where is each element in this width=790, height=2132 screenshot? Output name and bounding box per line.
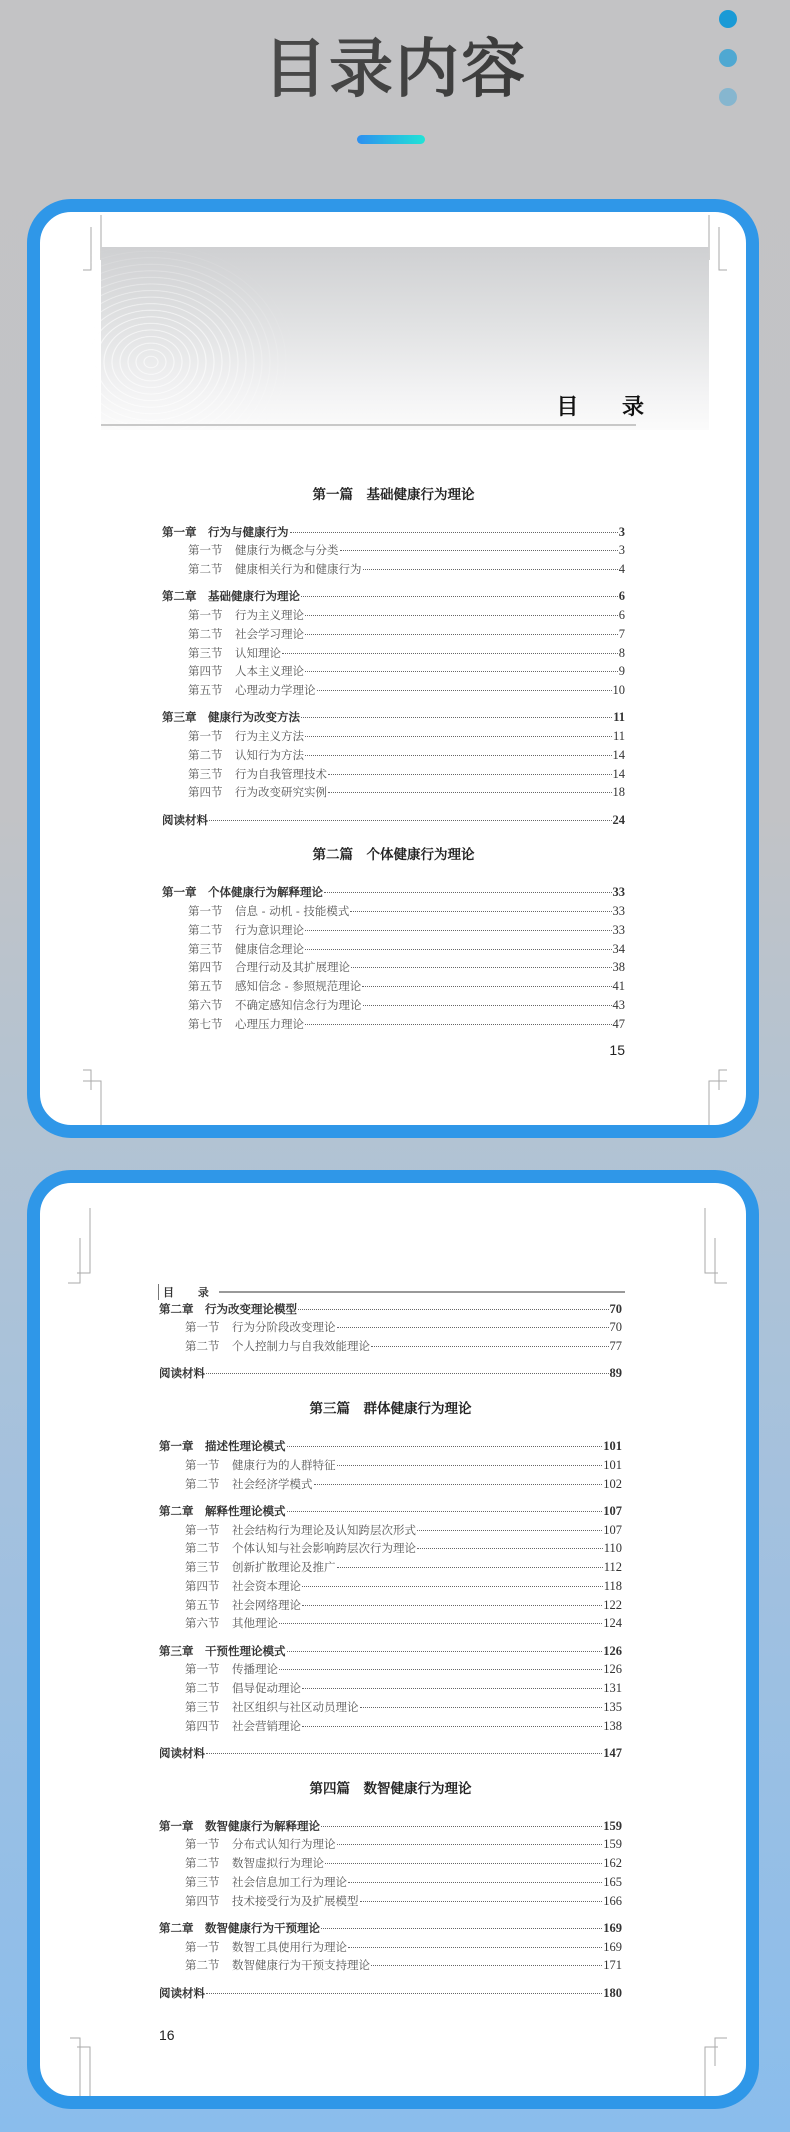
toc-entry-sec[interactable] [162, 560, 625, 579]
toc-entry-sec[interactable] [162, 902, 625, 921]
entry-title: 行为改变研究实例 [235, 785, 327, 800]
chapter-group [159, 1919, 622, 1975]
entry-page: 162 [603, 1856, 622, 1870]
entry-page: 101 [603, 1439, 622, 1453]
entry-number: 第一节 [188, 608, 223, 622]
reading-group [159, 1364, 622, 1383]
entry-number: 第七节 [188, 1016, 223, 1031]
entry-title: 技术接受行为及扩展模型 [232, 1893, 359, 1908]
title-underline [357, 135, 425, 144]
ripple-decoration [91, 247, 291, 430]
toc-entry-sec[interactable] [162, 958, 625, 977]
dot-leader [298, 1309, 609, 1310]
dot-leader [337, 1844, 603, 1845]
dot-leader [360, 1707, 603, 1708]
dot-leader [362, 986, 611, 987]
dot-leader [305, 671, 618, 672]
dot-leader [324, 892, 612, 893]
entry-title: 社会经济学模式 [232, 1476, 313, 1491]
toc-list [162, 486, 625, 1034]
entry-page: 47 [612, 1016, 625, 1031]
toc-entry-sec[interactable] [159, 1614, 622, 1633]
entry-page: 11 [613, 710, 625, 725]
entry-title: 社会结构行为理论及认知跨层次形式 [232, 1522, 416, 1537]
toc-entry-sec[interactable] [159, 1337, 622, 1356]
toc-entry-chap[interactable] [159, 1642, 622, 1661]
toc-entry-chap[interactable] [159, 1437, 622, 1456]
entry-title: 数智健康行为解释理论 [205, 1818, 320, 1833]
entry-title: 认知行为方法 [235, 747, 304, 762]
toc-part [159, 1400, 622, 1763]
dot-leader [305, 634, 618, 635]
toc-entry-sec[interactable] [159, 1938, 622, 1957]
toc-entry-sec[interactable] [162, 662, 625, 681]
entry-title: 心理压力理论 [235, 1016, 304, 1031]
dot-leader [371, 1346, 609, 1347]
toc-entry-sec[interactable] [162, 606, 625, 625]
chapter-group [159, 1300, 622, 1356]
dot-leader [206, 1993, 602, 1994]
dot-leader [337, 1327, 609, 1328]
entry-title: 倡导促动理论 [232, 1681, 301, 1695]
entry-page: 24 [612, 812, 625, 827]
entry-number: 第五节 [188, 683, 223, 697]
page-number: 16 [159, 2027, 175, 2043]
toc-entry-sec[interactable] [159, 1596, 622, 1615]
entry-page: 43 [612, 997, 625, 1012]
entry-title: 健康信念理论 [235, 941, 304, 956]
entry-page: 169 [603, 1939, 622, 1954]
toc-entry-sec[interactable] [162, 765, 625, 784]
entry-title: 阅读材料 [159, 1985, 205, 2000]
entry-page: 4 [618, 562, 625, 576]
entry-page: 110 [603, 1541, 622, 1556]
dot-leader [314, 1484, 603, 1485]
entry-title: 传播理论 [232, 1662, 278, 1677]
entry-page: 38 [612, 960, 625, 975]
entry-number: 第四节 [188, 960, 223, 975]
entry-title: 社区组织与社区动员理论 [232, 1699, 359, 1714]
dot-leader [348, 1947, 602, 1948]
toc-entry-sec[interactable] [159, 1956, 622, 1975]
toc-entry-chap[interactable] [159, 1502, 622, 1521]
entry-number: 第二节 [185, 1681, 220, 1695]
entry-number: 第一节 [188, 904, 223, 918]
band-title: 目 录 [556, 395, 662, 420]
entry-title: 合理行动及其扩展理论 [235, 960, 350, 975]
dot-leader [363, 569, 618, 570]
entry-number: 第五节 [185, 1597, 220, 1612]
entry-title: 阅读材料 [159, 1366, 205, 1381]
entry-page: 14 [612, 766, 625, 781]
entry-page: 159 [603, 1818, 622, 1833]
entry-page: 159 [603, 1837, 622, 1852]
dot-leader [287, 1511, 603, 1512]
dot-leader [363, 1005, 612, 1006]
dot-leader [417, 1548, 603, 1549]
entry-number: 第一节 [185, 1320, 220, 1335]
entry-title: 健康行为概念与分类 [235, 543, 339, 558]
dot-indicator-1 [719, 10, 737, 28]
entry-number: 第一节 [188, 729, 223, 743]
dot-leader [279, 1669, 602, 1670]
entry-title: 数智健康行为干预支持理论 [232, 1958, 370, 1973]
toc-entry-read[interactable] [159, 1744, 622, 1763]
toc-list [159, 1300, 622, 2003]
dot-leader [206, 1753, 602, 1754]
dot-leader [328, 774, 612, 775]
entry-page: 165 [603, 1874, 622, 1889]
toc-entry-sec[interactable] [159, 1835, 622, 1854]
entry-number: 第三节 [188, 766, 223, 781]
entry-title: 干预性理论模式 [205, 1643, 286, 1658]
toc-entry-sec[interactable] [159, 1577, 622, 1596]
entry-page: 166 [603, 1893, 622, 1908]
dot-leader [360, 1901, 603, 1902]
running-head-rule [219, 1291, 625, 1293]
toc-entry-sec[interactable] [162, 746, 625, 765]
part-heading: 第四篇 数智健康行为理论 [309, 1780, 472, 1797]
entry-title: 解释性理论模式 [205, 1503, 286, 1518]
entry-page: 10 [612, 683, 625, 697]
toc-entry-chap[interactable] [162, 587, 625, 606]
toc-entry-sec[interactable] [159, 1679, 622, 1698]
entry-page: 118 [603, 1578, 622, 1593]
entry-page: 18 [612, 785, 625, 800]
entry-title: 阅读材料 [159, 1745, 205, 1760]
dot-leader [340, 550, 618, 551]
chapter-group [159, 1437, 622, 1493]
toc-part [162, 846, 625, 1033]
page-number: 15 [609, 1042, 625, 1058]
toc-entry-sec[interactable] [159, 1521, 622, 1540]
toc-entry-sec[interactable] [162, 783, 625, 802]
entry-title: 社会营销理论 [232, 1718, 301, 1733]
chapter-group [162, 883, 625, 1033]
dot-leader [337, 1567, 603, 1568]
toc-entry-chap[interactable] [162, 883, 625, 902]
dot-leader [305, 1024, 612, 1025]
entry-number: 第二节 [188, 562, 223, 576]
entry-title: 认知理论 [235, 645, 281, 660]
toc-part [159, 1780, 622, 2003]
entry-page: 112 [603, 1560, 622, 1574]
entry-number: 第一节 [185, 1522, 220, 1537]
entry-number: 第六节 [188, 997, 223, 1012]
entry-title: 行为分阶段改变理论 [232, 1320, 336, 1335]
entry-title: 基础健康行为理论 [208, 589, 300, 604]
dot-leader [350, 911, 611, 912]
entry-title: 健康相关行为和健康行为 [235, 562, 362, 576]
toc-entry-read[interactable] [162, 811, 625, 830]
entry-page: 33 [612, 885, 625, 900]
toc-entry-sec[interactable] [159, 1873, 622, 1892]
chapter-group [159, 1817, 622, 1911]
toc-entry-sec[interactable] [162, 977, 625, 996]
entry-page: 77 [609, 1339, 622, 1353]
dot-leader [321, 1928, 602, 1929]
toc-entry-chap[interactable] [162, 708, 625, 727]
reading-group [162, 811, 625, 830]
toc-entry-sec[interactable] [159, 1456, 622, 1475]
toc-entry-sec[interactable] [162, 940, 625, 959]
entry-page: 6 [618, 589, 625, 604]
dot-leader [287, 1446, 603, 1447]
dot-leader [305, 736, 612, 737]
entry-page: 11 [612, 729, 625, 743]
entry-title: 阅读材料 [162, 812, 208, 827]
entry-number: 第六节 [185, 1616, 220, 1631]
toc-entry-sec[interactable] [162, 1015, 625, 1034]
entry-title: 行为改变理论模型 [205, 1301, 297, 1316]
toc-entry-sec[interactable] [159, 1539, 622, 1558]
entry-number: 第四节 [188, 785, 223, 800]
entry-title: 其他理论 [232, 1616, 278, 1631]
toc-page-card-2 [27, 1170, 759, 2109]
entry-number: 第二节 [185, 1856, 220, 1870]
dot-leader [305, 930, 612, 931]
entry-page: 126 [603, 1662, 622, 1677]
entry-page: 70 [609, 1320, 622, 1335]
entry-page: 138 [603, 1718, 622, 1733]
toc-entry-chap[interactable] [159, 1817, 622, 1836]
entry-page: 147 [603, 1745, 622, 1760]
entry-title: 个体健康行为解释理论 [208, 885, 323, 900]
entry-page: 171 [603, 1958, 622, 1973]
entry-page: 135 [603, 1699, 622, 1714]
entry-title: 个体认知与社会影响跨层次行为理论 [232, 1541, 416, 1556]
band-rule [101, 424, 636, 426]
entry-number: 第一节 [185, 1939, 220, 1954]
entry-title: 社会资本理论 [232, 1578, 301, 1593]
entry-page: 107 [603, 1522, 622, 1537]
dot-leader [305, 615, 618, 616]
entry-title: 行为主义理论 [235, 608, 304, 622]
running-head-title: 目 录 [163, 1286, 219, 1299]
entry-number: 第一节 [185, 1457, 220, 1472]
toc-entry-sec[interactable] [159, 1558, 622, 1577]
entry-title: 数智工具使用行为理论 [232, 1939, 347, 1954]
entry-title: 心理动力学理论 [235, 683, 316, 697]
entry-page: 169 [603, 1920, 622, 1935]
dot-leader [290, 532, 618, 533]
toc-part [159, 1300, 622, 1384]
toc-entry-sec[interactable] [159, 1717, 622, 1736]
entry-title: 个人控制力与自我效能理论 [232, 1339, 370, 1353]
entry-title: 分布式认知行为理论 [232, 1837, 336, 1852]
entry-title: 社会信息加工行为理论 [232, 1874, 347, 1889]
toc-entry-sec[interactable] [159, 1892, 622, 1911]
entry-number: 第二章 [162, 589, 197, 604]
entry-number: 第三节 [185, 1874, 220, 1889]
entry-number: 第二节 [185, 1958, 220, 1973]
toc-entry-sec[interactable] [162, 996, 625, 1015]
dot-leader [279, 1623, 602, 1624]
entry-number: 第二节 [185, 1476, 220, 1491]
entry-number: 第一章 [159, 1439, 194, 1453]
chapter-group [162, 587, 625, 700]
entry-number: 第一章 [162, 885, 197, 900]
entry-title: 行为自我管理技术 [235, 766, 327, 781]
entry-number: 第五节 [188, 979, 223, 993]
dot-leader [282, 653, 618, 654]
entry-number: 第二节 [188, 922, 223, 937]
entry-number: 第三节 [188, 645, 223, 660]
entry-number: 第二节 [188, 747, 223, 762]
entry-page: 122 [603, 1597, 622, 1612]
entry-page: 126 [603, 1643, 622, 1658]
entry-title: 行为主义方法 [235, 729, 304, 743]
toc-entry-sec[interactable] [162, 681, 625, 700]
toc-entry-sec[interactable] [159, 1854, 622, 1873]
dot-leader [301, 717, 612, 718]
entry-page: 34 [612, 941, 625, 956]
dot-leader [302, 1726, 602, 1727]
toc-part [162, 486, 625, 830]
entry-page: 14 [612, 747, 625, 762]
toc-entry-read[interactable] [159, 1364, 622, 1383]
entry-number: 第二章 [159, 1920, 194, 1935]
entry-page: 33 [612, 904, 625, 918]
running-head [158, 1283, 625, 1301]
entry-title: 数智虚拟行为理论 [232, 1856, 324, 1870]
entry-page: 101 [603, 1457, 622, 1472]
toc-entry-sec[interactable] [162, 727, 625, 746]
entry-number: 第一节 [185, 1662, 220, 1677]
entry-number: 第一章 [159, 1818, 194, 1833]
entry-page: 70 [609, 1301, 622, 1316]
dot-leader [417, 1530, 602, 1531]
entry-title: 数智健康行为干预理论 [205, 1920, 320, 1935]
chapter-group [162, 523, 625, 579]
part-heading: 第一篇 基础健康行为理论 [312, 486, 475, 503]
entry-title: 信息 - 动机 - 技能模式 [235, 904, 350, 918]
chapter-group [162, 708, 625, 802]
entry-page: 6 [618, 608, 625, 622]
reading-group [159, 1744, 622, 1763]
entry-page: 107 [603, 1503, 622, 1518]
toc-entry-sec[interactable] [159, 1318, 622, 1337]
entry-page: 131 [603, 1681, 622, 1695]
entry-number: 第三章 [159, 1643, 194, 1658]
toc-entry-sec[interactable] [162, 644, 625, 663]
entry-number: 第三节 [185, 1699, 220, 1714]
chapter-group [159, 1502, 622, 1633]
entry-number: 第三节 [185, 1560, 220, 1574]
dot-leader [305, 949, 612, 950]
entry-number: 第一节 [188, 543, 223, 558]
entry-page: 8 [618, 645, 625, 660]
part-heading: 第三篇 群体健康行为理论 [309, 1401, 472, 1417]
dot-leader [325, 1863, 602, 1864]
entry-number: 第四节 [188, 664, 223, 679]
toc-entry-sec[interactable] [159, 1475, 622, 1494]
dot-leader [371, 1965, 602, 1966]
dot-leader [287, 1651, 603, 1652]
dot-leader [348, 1882, 602, 1883]
toc-entry-read[interactable] [159, 1984, 622, 2003]
entry-title: 感知信念 - 参照规范理论 [235, 979, 362, 993]
entry-page: 41 [612, 979, 625, 993]
dot-leader [302, 1586, 603, 1587]
dot-leader [302, 1688, 602, 1689]
dot-leader [351, 967, 612, 968]
entry-title: 描述性理论模式 [205, 1439, 286, 1453]
dot-leader [302, 1605, 602, 1606]
toc-entry-chap[interactable] [162, 523, 625, 542]
entry-number: 第二节 [185, 1339, 220, 1353]
entry-number: 第二节 [185, 1541, 220, 1556]
running-head-bar [158, 1284, 159, 1300]
entry-title: 行为与健康行为 [208, 524, 289, 539]
entry-page: 89 [609, 1366, 622, 1381]
header-band [101, 247, 709, 430]
toc-entry-chap[interactable] [159, 1300, 622, 1319]
entry-number: 第三章 [162, 710, 197, 725]
entry-page: 3 [618, 543, 625, 558]
entry-number: 第三节 [188, 941, 223, 956]
dot-leader [209, 820, 612, 821]
entry-title: 创新扩散理论及推广 [232, 1560, 336, 1574]
entry-title: 社会学习理论 [235, 626, 304, 641]
dot-leader [317, 690, 612, 691]
entry-number: 第四节 [185, 1578, 220, 1593]
reading-group [159, 1984, 622, 2003]
entry-number: 第四节 [185, 1718, 220, 1733]
toc-entry-sec[interactable] [162, 921, 625, 940]
toc-entry-sec[interactable] [162, 625, 625, 644]
entry-title: 社会网络理论 [232, 1597, 301, 1612]
entry-title: 人本主义理论 [235, 664, 304, 679]
entry-number: 第二章 [159, 1301, 194, 1316]
entry-number: 第二节 [188, 626, 223, 641]
entry-number: 第四节 [185, 1893, 220, 1908]
entry-title: 健康行为的人群特征 [232, 1457, 336, 1472]
entry-page: 3 [618, 524, 625, 539]
entry-page: 7 [618, 626, 625, 641]
dot-leader [337, 1465, 603, 1466]
dot-leader [301, 596, 618, 597]
dot-indicator-3 [719, 88, 737, 106]
entry-page: 102 [603, 1476, 622, 1491]
entry-number: 第一节 [185, 1837, 220, 1852]
entry-title: 行为意识理论 [235, 922, 304, 937]
dot-leader [206, 1373, 609, 1374]
dot-indicator-2 [719, 49, 737, 67]
entry-page: 9 [618, 664, 625, 679]
entry-title: 不确定感知信念行为理论 [235, 997, 362, 1012]
toc-page-card-1 [27, 199, 759, 1138]
toc-entry-sec[interactable] [159, 1660, 622, 1679]
toc-entry-sec[interactable] [159, 1698, 622, 1717]
part-heading: 第二篇 个体健康行为理论 [312, 847, 475, 864]
entry-number: 第一章 [162, 524, 197, 539]
toc-entry-sec[interactable] [162, 541, 625, 560]
toc-entry-chap[interactable] [159, 1919, 622, 1938]
dot-leader [305, 755, 612, 756]
entry-number: 第二章 [159, 1503, 194, 1518]
entry-page: 33 [612, 922, 625, 937]
entry-page: 124 [603, 1616, 622, 1631]
dot-leader [328, 792, 612, 793]
dot-leader [321, 1826, 602, 1827]
entry-page: 180 [603, 1985, 622, 2000]
page-title: 目录内容 [0, 18, 790, 110]
chapter-group [159, 1642, 622, 1736]
entry-title: 健康行为改变方法 [208, 710, 300, 725]
